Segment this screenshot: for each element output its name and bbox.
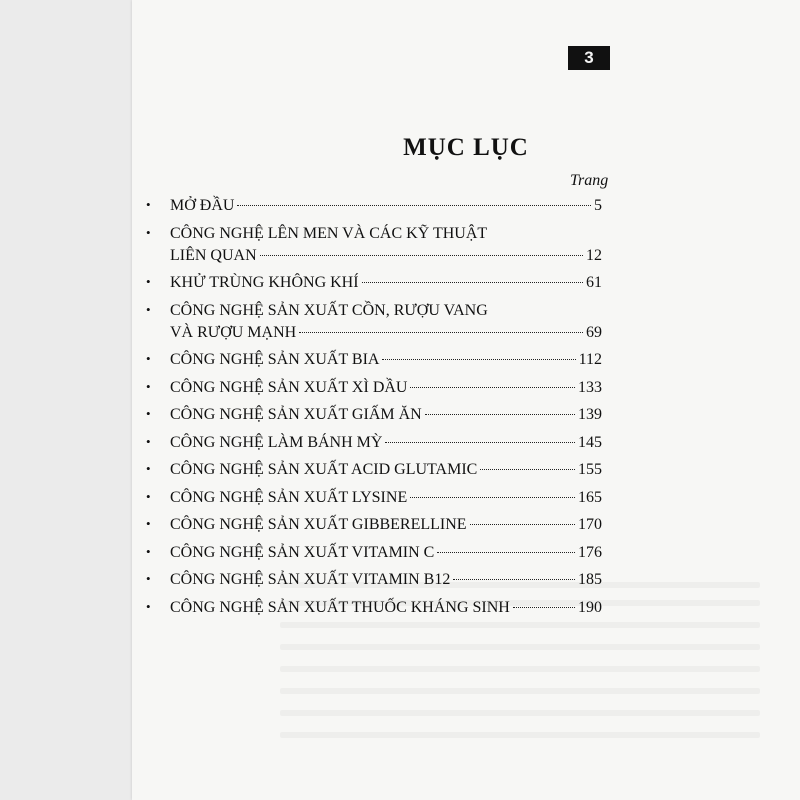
toc-entry-page: 165 [578, 488, 602, 506]
toc-entry-title: LIÊN QUAN [170, 246, 257, 264]
toc-entry-title: KHỬ TRÙNG KHÔNG KHÍ [170, 274, 359, 291]
bullet-icon: • [146, 351, 151, 366]
toc-entry-page: 112 [578, 351, 602, 368]
dot-leader [480, 469, 575, 470]
page-title: MỤC LỤC [403, 134, 529, 161]
toc-entry-page: 139 [578, 406, 602, 423]
dot-leader [237, 205, 591, 206]
toc-entry-page: 61 [586, 274, 602, 291]
dot-leader [437, 552, 575, 553]
bullet-icon: • [146, 461, 151, 476]
bullet-icon: • [146, 433, 151, 449]
dot-leader [382, 359, 575, 360]
dot-leader [453, 579, 575, 580]
bullet-icon: • [146, 406, 151, 421]
toc-entry-title: CÔNG NGHỆ SẢN XUẤT ACID GLUTAMIC [170, 461, 478, 478]
toc-entry-title: CÔNG NGHỆ SẢN XUẤT XÌ DẦU [170, 378, 408, 396]
bullet-icon: • [146, 516, 151, 531]
dot-leader [470, 524, 575, 525]
dot-leader [513, 607, 575, 608]
dot-leader [410, 387, 575, 388]
toc-entry-title: CÔNG NGHỆ SẢN XUẤT BIA [170, 351, 380, 368]
dot-leader [362, 282, 583, 283]
dot-leader [410, 497, 575, 498]
toc-entry-title: VÀ RƯỢU MẠNH [170, 323, 297, 341]
bullet-icon: • [146, 224, 151, 240]
toc-entry-title: CÔNG NGHỆ LÀM BÁNH MỲ [170, 433, 383, 451]
dot-leader [299, 332, 583, 333]
dot-leader [425, 414, 575, 415]
toc-entry-page: 190 [578, 598, 602, 616]
toc-entry-page: 155 [578, 461, 602, 478]
bullet-icon: • [146, 571, 151, 586]
toc-entry-title: CÔNG NGHỆ SẢN XUẤT VITAMIN B12 [170, 571, 451, 588]
toc-entry-title: CÔNG NGHỆ LÊN MEN VÀ CÁC KỸ THUẬT [170, 224, 488, 242]
dot-leader [385, 442, 575, 443]
dot-leader [260, 255, 583, 256]
bullet-icon: • [146, 301, 151, 317]
bullet-icon: • [146, 488, 151, 504]
toc-entry-title: CÔNG NGHỆ SẢN XUẤT THUỐC KHÁNG SINH [170, 598, 510, 616]
page-column-label: Trang [570, 172, 609, 189]
bullet-icon: • [146, 598, 151, 614]
toc-entry-title: CÔNG NGHỆ SẢN XUẤT LYSINE [170, 488, 408, 506]
bullet-icon: • [146, 543, 151, 559]
toc-entry-page: 69 [586, 323, 602, 341]
toc-entry-page: 170 [578, 516, 602, 533]
book-page [132, 0, 800, 800]
toc-entry-title: CÔNG NGHỆ SẢN XUẤT GIBBERELLINE [170, 516, 467, 533]
toc-entry-page: 176 [578, 543, 602, 561]
toc-entry-page: 5 [594, 197, 602, 214]
toc-entry-page: 185 [578, 571, 602, 588]
toc-entry-title: CÔNG NGHỆ SẢN XUẤT CỒN, RƯỢU VANG [170, 301, 488, 319]
toc-entry-page: 133 [578, 378, 602, 396]
page-number-badge: 3 [568, 46, 610, 70]
toc-entry-page: 12 [586, 246, 602, 264]
toc-entry-title: CÔNG NGHỆ SẢN XUẤT GIẤM ĂN [170, 406, 422, 423]
toc-entry-page: 145 [578, 433, 602, 451]
bullet-icon: • [146, 378, 151, 394]
toc-entry-title: MỞ ĐẦU [170, 197, 235, 214]
bullet-icon: • [146, 274, 151, 289]
bullet-icon: • [146, 197, 151, 212]
toc-entry-title: CÔNG NGHỆ SẢN XUẤT VITAMIN C [170, 543, 435, 561]
